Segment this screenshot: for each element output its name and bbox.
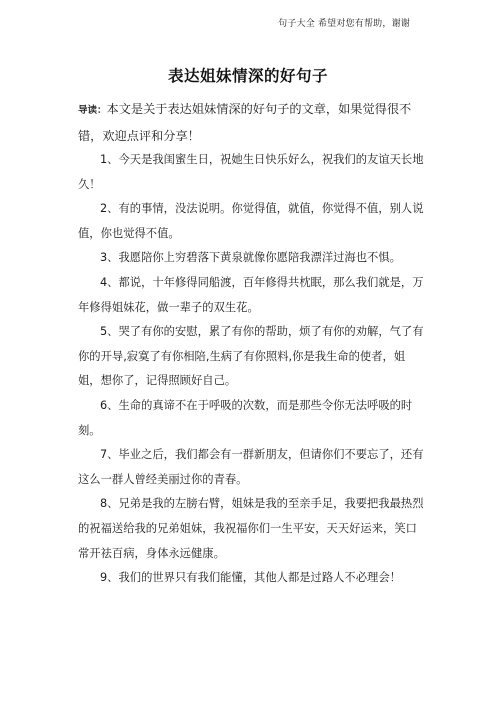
list-item: 2、有的事情，没法说明。你觉得值，就值，你觉得不值，别人说值，你也觉得不值。 bbox=[78, 202, 424, 240]
intro-paragraph bbox=[78, 97, 426, 148]
intro-label: 导读： bbox=[78, 105, 107, 116]
list-item: 7、毕业之后，我们都会有一群新朋友，但请你们不要忘了，还有这么一群人曾经美丽过你的青春。 bbox=[78, 448, 424, 486]
document-title: 表达姐妹情深的好句子 bbox=[167, 67, 328, 85]
header-note: 句子大全 希望对您有帮助，谢谢 bbox=[278, 19, 410, 29]
list-item: 6、生命的真谛不在于呼吸的次数，而是那些令你无法呼吸的时刻。 bbox=[78, 398, 413, 437]
list-item: 9、我们的世界只有我们能懂，其他人都是过路人不必理会！ bbox=[100, 571, 401, 585]
list-item: 8、兄弟是我的左膀右臂，姐妹是我的至亲手足，我要把我最热烈的祝福送给我的兄弟姐妹，我祝福你们一生平安，天天好运来，笑口常开祛百病，身体永远健康。 bbox=[78, 497, 424, 560]
document-body bbox=[78, 97, 426, 591]
list-item: 3、我愿陪你上穷碧落下黄泉就像你愿陪我漂洋过海也不惧。 bbox=[100, 251, 401, 265]
list-item: 4、都说，十年修得同船渡，百年修得共枕眠，那么我们就是，万年修得姐妹花，做一辈子的双生花。 bbox=[78, 275, 424, 314]
list-item: 5、哭了有你的安慰，累了有你的帮助，烦了有你的劝解，气了有你的开导,寂寞了有你相陪,生病了有你照料,你是我生命的使者，姐姐，想你了，记得照顾好自己。 bbox=[78, 325, 424, 388]
intro-text: 本文是关于表达姐妹情深的好句子的文章，如果觉得很不错，欢迎点评和分享！ bbox=[78, 102, 412, 143]
list-item: 1、今天是我闺蜜生日，祝她生日快乐好么，祝我们的友谊天长地久！ bbox=[78, 153, 424, 191]
